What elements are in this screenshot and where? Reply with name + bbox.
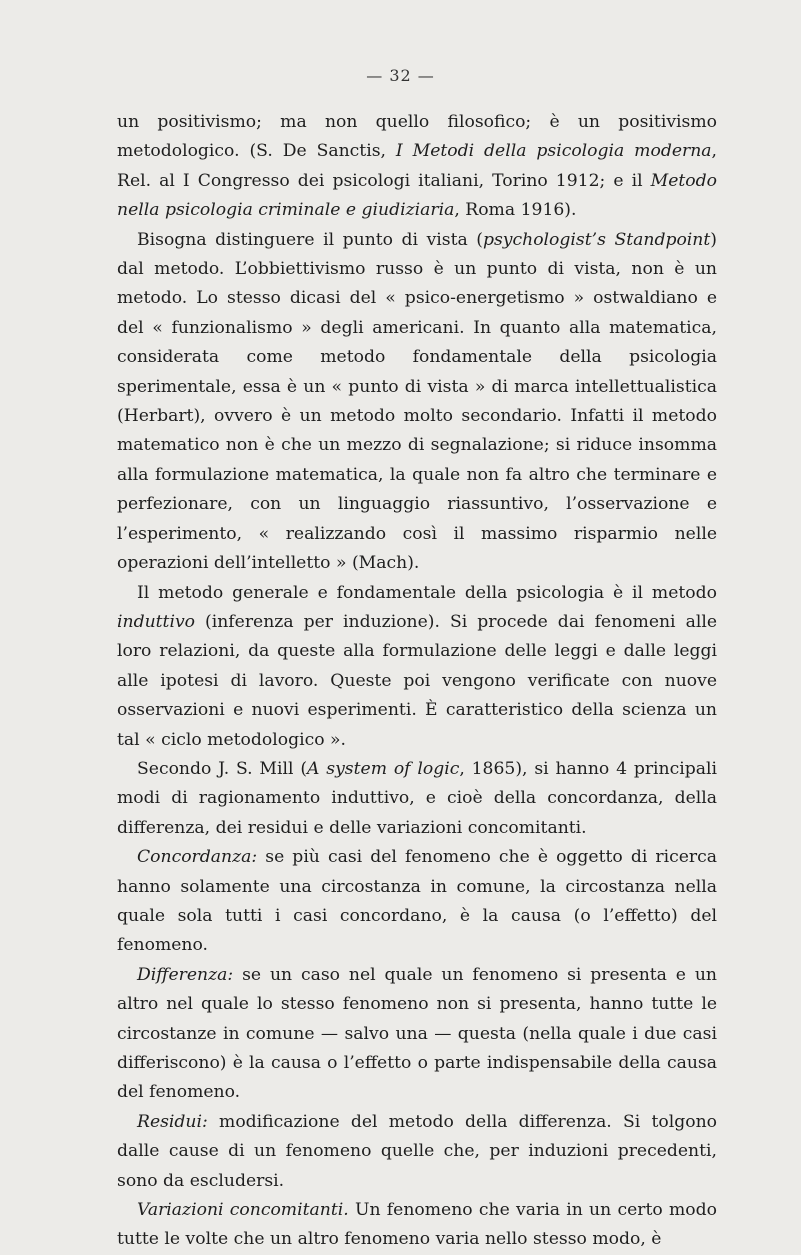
page-number: — 32 — bbox=[366, 66, 435, 85]
text-run: Il metodo generale e fondamentale della psicologia è il metodo bbox=[137, 582, 717, 603]
italic-heading: Differenza: bbox=[137, 964, 234, 985]
paragraph-concordanza bbox=[117, 843, 717, 961]
italic-term: psychologist’s Standpoint bbox=[482, 229, 711, 250]
text-run: ) dal metodo. L’obbiettivismo russo è un punto di vista, non è un metodo. Lo stesso dicasi del « psico-energetismo » ostwaldiano e del « funzionalismo » degli americani. In quanto alla matematica, considerata come metodo fondamentale della psicologia sperimentale, essa è un « punto di vista » di marca intellettualistica (Herbart), ovvero è un metodo molto secondario. Infatti il metodo matematico non è che un mezzo di segnalazione; si riduce insomma alla formulazione matematica, la quale non fa altro che terminare e perfezionare, con un linguaggio riassuntivo, l’osservazione e l’esperimento, « realizzando così il massimo risparmio nelle operazioni dell’intelletto » (Mach). bbox=[117, 229, 717, 574]
paragraph-residui bbox=[117, 1108, 717, 1196]
text-run: Bisogna distinguere il punto di vista ( bbox=[137, 229, 483, 250]
italic-term: induttivo bbox=[117, 611, 196, 632]
paragraph-1 bbox=[117, 108, 717, 226]
italic-title: A system of logic bbox=[307, 758, 460, 779]
text-run: se più casi del fenomeno che è oggetto di ricerca hanno solamente una circostanza in comune, la circostanza nella quale sola tutti i casi concordano, è la causa (o l’effetto) del fenomeno. bbox=[117, 847, 717, 956]
paragraph-differenza bbox=[117, 961, 717, 1108]
italic-heading: Variazioni concomitanti. bbox=[137, 1200, 349, 1221]
text-run: , 1865), si hanno 4 principali modi di ragionamento induttivo, e cioè della concordanza, della differenza, dei residui e delle variazioni concomitanti. bbox=[117, 758, 717, 838]
paragraph-variazioni bbox=[117, 1196, 717, 1255]
paragraph-3 bbox=[117, 579, 717, 755]
italic-title: Metodo nella psicologia criminale e giudiziaria bbox=[117, 170, 717, 221]
italic-heading: Residui: bbox=[137, 1111, 208, 1132]
text-run: modificazione del metodo della differenza. Si tolgono dalle cause di un fenomeno quelle che, per induzioni precedenti, sono da escludersi. bbox=[117, 1111, 717, 1191]
text-run: , Rel. al I Congresso dei psicologi italiani, Torino 1912; e il bbox=[117, 141, 717, 191]
text-run: Un fenomeno che varia in un certo modo tutte le volte che un altro fenomeno varia nello stesso modo, è bbox=[117, 1200, 717, 1250]
body-text bbox=[117, 108, 717, 1255]
italic-title: I Metodi della psicologia moderna bbox=[395, 141, 712, 162]
paragraph-4 bbox=[117, 755, 717, 843]
text-run: (inferenza per induzione). Si procede dai fenomeni alle loro relazioni, da queste alla formulazione delle leggi e dalle leggi alle ipotesi di lavoro. Queste poi vengono verificate con nuove osservazioni e nuovi esperimenti. È caratteristico della scienza un tal « ciclo metodologico ». bbox=[117, 611, 717, 750]
paragraph-2 bbox=[117, 226, 717, 579]
text-run: un positivismo; ma non quello filosofico; è un positivismo metodologico. (S. De Sanctis, bbox=[117, 112, 717, 162]
text-run: , Roma 1916). bbox=[454, 200, 577, 221]
text-run: Secondo J. S. Mill ( bbox=[137, 758, 308, 779]
italic-heading: Concordanza: bbox=[137, 847, 258, 868]
text-run: se un caso nel quale un fenomeno si presenta e un altro nel quale lo stesso fenomeno non si presenta, hanno tutte le circostanze in comune — salvo una — questa (nella quale i due casi differiscono) è la causa o l’effetto o parte indispensabile della causa del fenomeno. bbox=[117, 964, 717, 1103]
